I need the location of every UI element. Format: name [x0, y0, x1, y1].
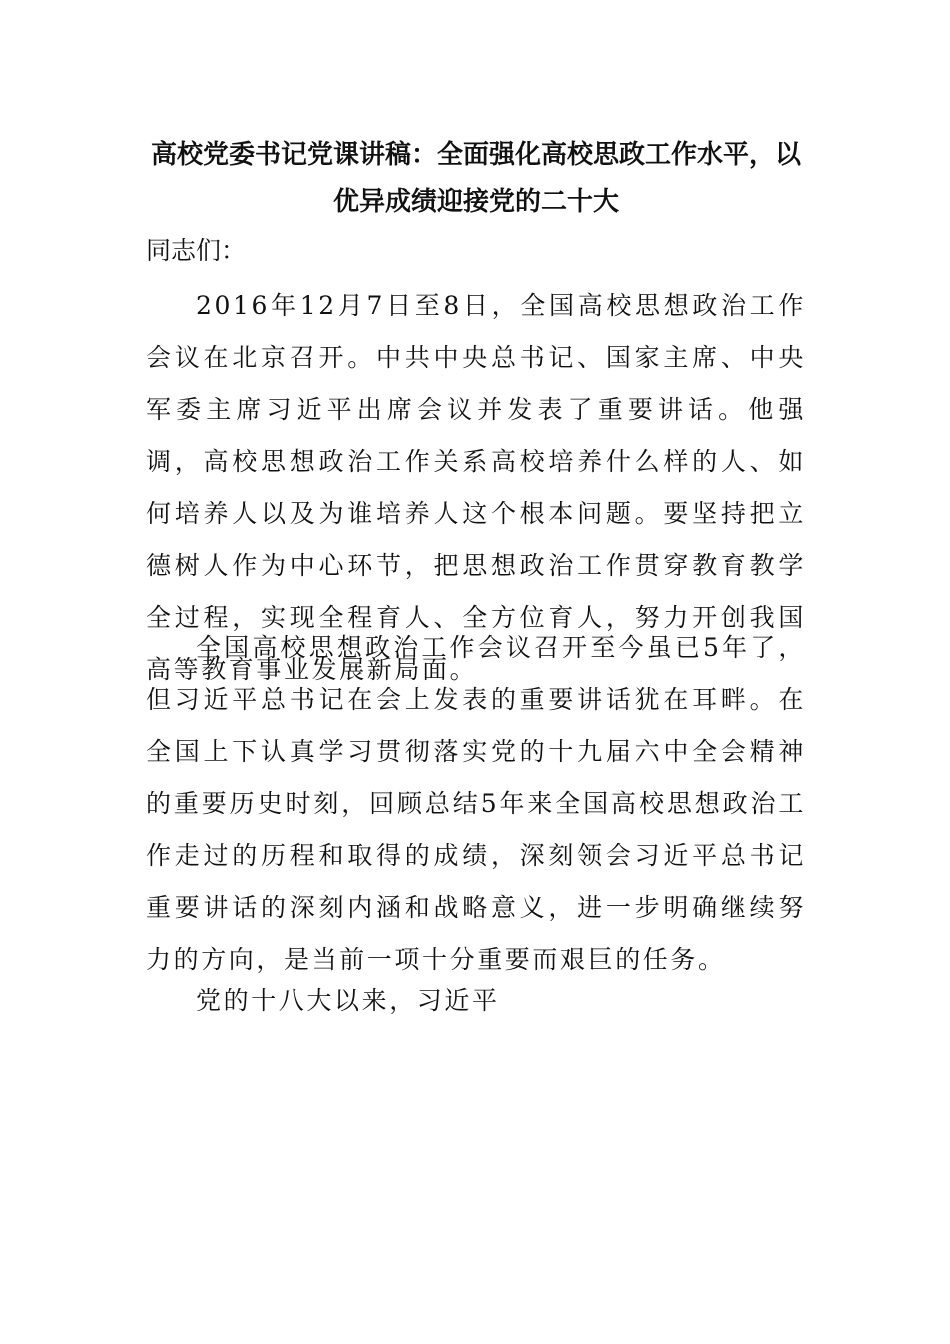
- paragraph-3: 党的十八大以来，习近平: [196, 986, 500, 1015]
- salutation: 同志们：: [146, 236, 247, 265]
- paragraph-2: 全国高校思想政治工作会议召开至今虽已5年了，但习近平总书记在会上发表的重要讲话犹在耳畔。在全国上下认真学习贯彻落实党的十九届六中全会精神的重要历史时刻，回顾总结5年来全国高校思想政治工作走过的历程和取得的成绩，深刻领会习近平总书记重要讲话的深刻内涵和战略意义，进一步明确继续努力的方向，是当前一项十分重要而艰巨的任务。: [146, 633, 806, 974]
- document-title: 高校党委书记党课讲稿：全面强化高校思政工作水平，以优异成绩迎接党的二十大: [150, 140, 801, 217]
- paragraph-1: 2016年12月7日至8日，全国高校思想政治工作会议在北京召开。中共中央总书记、国家主席、中央军委主席习近平出席会议并发表了重要讲话。他强调，高校思想政治工作关系高校培养什么样的人、如何培养人以及为谁培养人这个根本问题。要坚持把立德树人作为中心环节，把思想政治工作贯穿教育教学全过程，实现全程育人、全方位育人，努力开创我国高等教育事业发展新局面。: [146, 291, 806, 684]
